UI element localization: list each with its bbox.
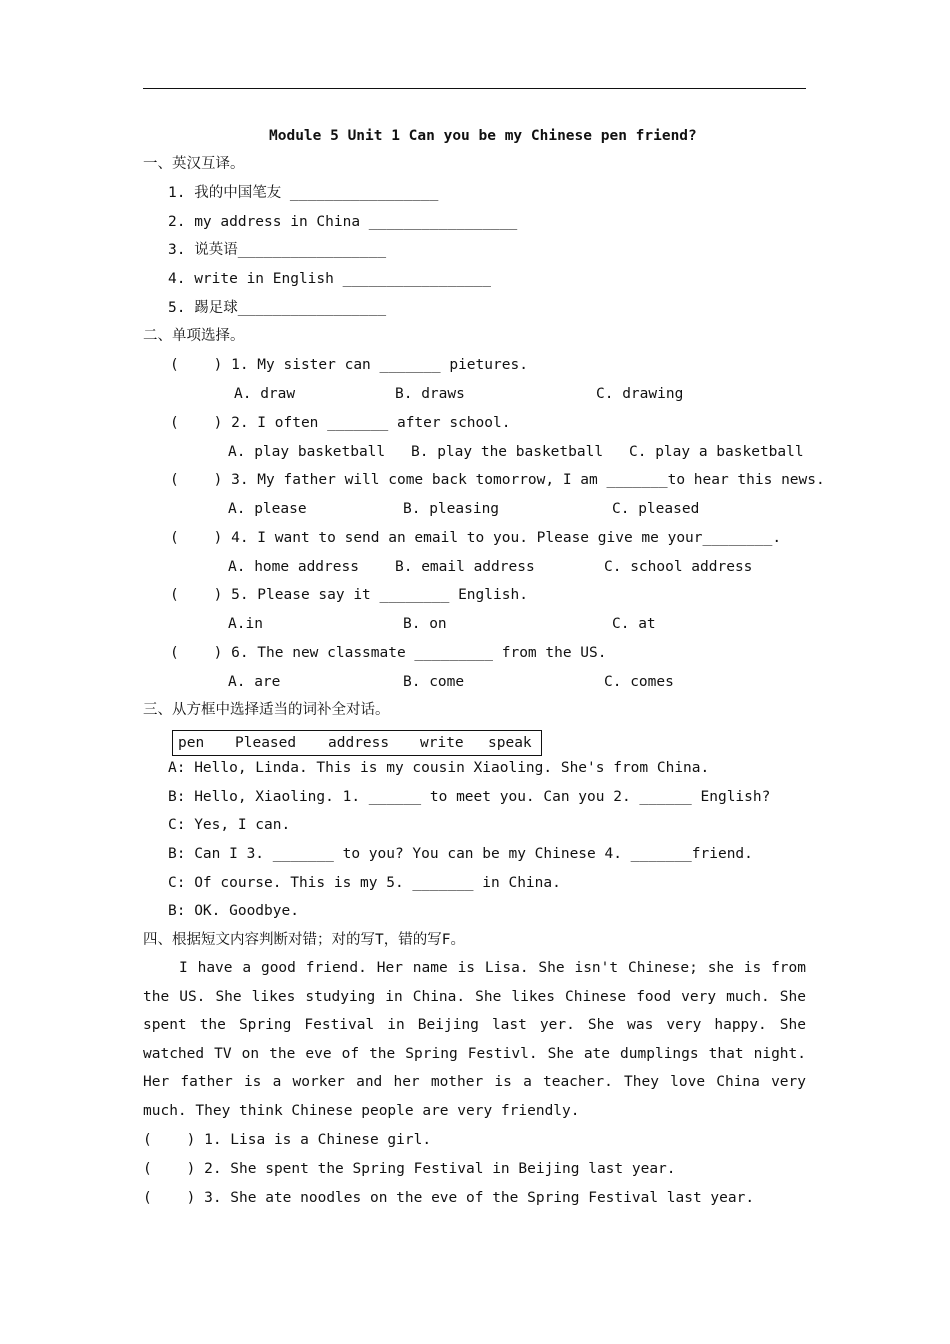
s2-q1-stem: ( ) 1. My sister can _______ pietures. xyxy=(170,357,528,373)
s2-q3-option-c: C. pleased xyxy=(612,501,700,517)
tf-statement-1: ( ) 1. Lisa is a Chinese girl. xyxy=(143,1132,432,1148)
word-box-item: address xyxy=(328,735,390,751)
reading-passage: I have a good friend. Her name is Lisa. She isn't Chinese; she is from the US. She likes studying in China. She likes Chinese food very much. She spent the Spring Festival in Beijing last yer. She was very happy. She watched TV on the eve of the Spring Festivl. She ate dumplings that night. Her father is a worker and her mother is a teacher. They love China very much. They think Chinese people are very friendly. xyxy=(143,960,806,1119)
s2-q4-option-c: C. school address xyxy=(604,559,753,575)
s2-q2-option-b: B. play the basketball xyxy=(411,444,604,460)
word-box xyxy=(172,730,542,756)
s1-item-4: 4. write in English _________________ xyxy=(168,271,492,287)
page-title: Module 5 Unit 1 Can you be my Chinese pen friend? xyxy=(269,128,697,144)
s1-item-1: 1. 我的中国笔友 _________________ xyxy=(168,185,439,201)
word-box-item: pen xyxy=(178,735,205,751)
s2-q1-option-c: C. drawing xyxy=(596,386,684,402)
section4-heading: 四、根据短文内容判断对错；对的写T，错的写F。 xyxy=(143,932,465,948)
dialogue-line: B: Can I 3. _______ to you? You can be my Chinese 4. _______friend. xyxy=(168,846,753,862)
s2-q1-option-a: A. draw xyxy=(234,386,296,402)
dialogue-line: A: Hello, Linda. This is my cousin Xiaoling. She's from China. xyxy=(168,760,710,776)
header-rule xyxy=(143,88,806,89)
s2-q2-option-a: A. play basketball xyxy=(228,444,386,460)
dialogue-line: B: Hello, Xiaoling. 1. ______ to meet you. Can you 2. ______ English? xyxy=(168,789,771,805)
dialogue-line: C: Of course. This is my 5. _______ in China. xyxy=(168,875,561,891)
s1-item-2: 2. my address in China _________________ xyxy=(168,214,518,230)
s2-q2-stem: ( ) 2. I often _______ after school. xyxy=(170,415,511,431)
s2-q5-stem: ( ) 5. Please say it ________ English. xyxy=(170,587,528,603)
word-box-item: Pleased xyxy=(235,735,297,751)
s1-item-5: 5. 踢足球_________________ xyxy=(168,300,387,316)
s2-q6-option-b: B. come xyxy=(403,674,465,690)
s1-item-3: 3. 说英语_________________ xyxy=(168,242,387,258)
s2-q5-option-b: B. on xyxy=(403,616,447,632)
s2-q2-option-c: C. play a basketball xyxy=(629,444,804,460)
s2-q3-stem: ( ) 3. My father will come back tomorrow, I am _______to hear this news. xyxy=(170,472,825,488)
s2-q1-option-b: B. draws xyxy=(395,386,465,402)
tf-statement-2: ( ) 2. She spent the Spring Festival in Beijing last year. xyxy=(143,1161,676,1177)
s2-q4-option-a: A. home address xyxy=(228,559,359,575)
section1-heading: 一、英汉互译。 xyxy=(143,156,245,172)
word-box-item: speak xyxy=(488,735,532,751)
s2-q5-option-c: C. at xyxy=(612,616,656,632)
s2-q4-option-b: B. email address xyxy=(395,559,535,575)
s2-q5-option-a: A.in xyxy=(228,616,263,632)
section3-heading: 三、从方框中选择适当的词补全对话。 xyxy=(143,702,390,718)
s2-q6-stem: ( ) 6. The new classmate _________ from the US. xyxy=(170,645,607,661)
s2-q3-option-a: A. please xyxy=(228,501,307,517)
s2-q3-option-b: B. pleasing xyxy=(403,501,500,517)
tf-statement-3: ( ) 3. She ate noodles on the eve of the Spring Festival last year. xyxy=(143,1190,755,1206)
s2-q6-option-c: C. comes xyxy=(604,674,674,690)
word-box-item: write xyxy=(420,735,464,751)
dialogue-line: C: Yes, I can. xyxy=(168,817,291,833)
s2-q4-stem: ( ) 4. I want to send an email to you. Please give me your________. xyxy=(170,530,782,546)
section2-heading: 二、单项选择。 xyxy=(143,328,245,344)
dialogue-line: B: OK. Goodbye. xyxy=(168,903,299,919)
s2-q6-option-a: A. are xyxy=(228,674,281,690)
